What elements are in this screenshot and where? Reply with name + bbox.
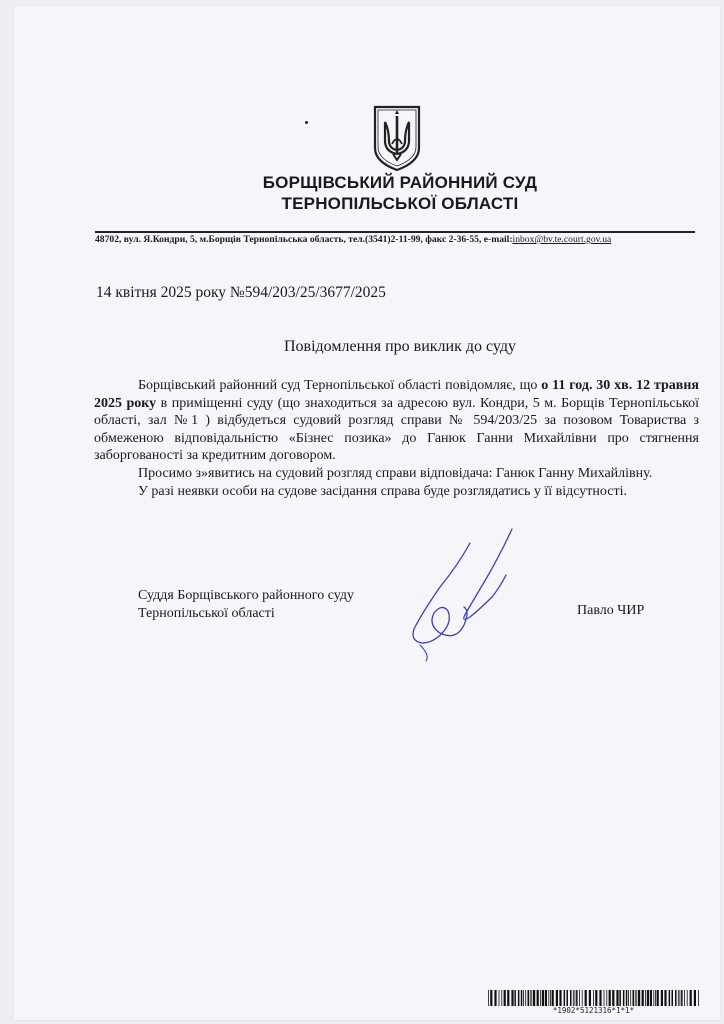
- judge-title-line1: Суддя Борщівського районного суду: [138, 588, 354, 603]
- email-link[interactable]: inbox@bv.te.court.gov.ua: [512, 234, 612, 245]
- barcode-number: *1902*5121316*1*1*: [552, 1006, 635, 1015]
- court-name-line1: БОРЩІВСЬКИЙ РАЙОННИЙ СУД: [262, 173, 538, 192]
- court-address: [95, 234, 700, 245]
- barcode: [487, 990, 700, 1006]
- judge-title: [138, 587, 354, 622]
- notice-intro: Борщівський районний суд Тернопільської області повідомляє, що: [138, 378, 542, 393]
- handwritten-signature: [400, 525, 530, 665]
- court-name-line2: ТЕРНОПІЛЬСЬКОЇ ОБЛАСТІ: [281, 194, 519, 213]
- judge-title-line2: Тернопільської області: [138, 605, 275, 621]
- date-and-number: 14 квітня 2025 року №594/203/25/3677/2025: [96, 284, 386, 301]
- ink-dot: [305, 121, 308, 124]
- document-title: Повідомлення про виклик до суду: [283, 338, 517, 355]
- hearing-datetime: о 11 год. 30 хв. 12 травня 2025 року: [94, 378, 699, 411]
- trident-coat-of-arms-icon: [372, 104, 422, 172]
- paragraph-warning: У разі неявки особи на судове засідання справа буде розглядатись у її відсутності.: [138, 483, 627, 499]
- header-divider: [95, 231, 695, 233]
- paragraph-notice: [94, 377, 699, 465]
- notice-details: в приміщенні суду (що знаходиться за адресою вул. Кондри, 5 м. Борщів Тернопільської області, зал №1 ) відбудеться судовий розгляд справи № 594/203/25 за позовом Товариства з обмеженою відповідальністю «Бізнес позика» до Ганюк Ганни Михайлівни про стягнення заборгованості за кредитним договором.: [94, 395, 699, 464]
- paragraph-request: Просимо з»явитись на судовий розгляд справи відповідача: Ганюк Ганну Михайлівну.: [138, 465, 653, 481]
- address-text: 48702, вул. Я.Кондри, 5, м.Борщів Тернопільська область, тел.(3541)2-11-99, факс 2-36-55, e-mail:: [95, 234, 513, 245]
- document-page: [14, 6, 720, 1020]
- document-body: [94, 377, 699, 500]
- judge-name: Павло ЧИР: [577, 603, 645, 618]
